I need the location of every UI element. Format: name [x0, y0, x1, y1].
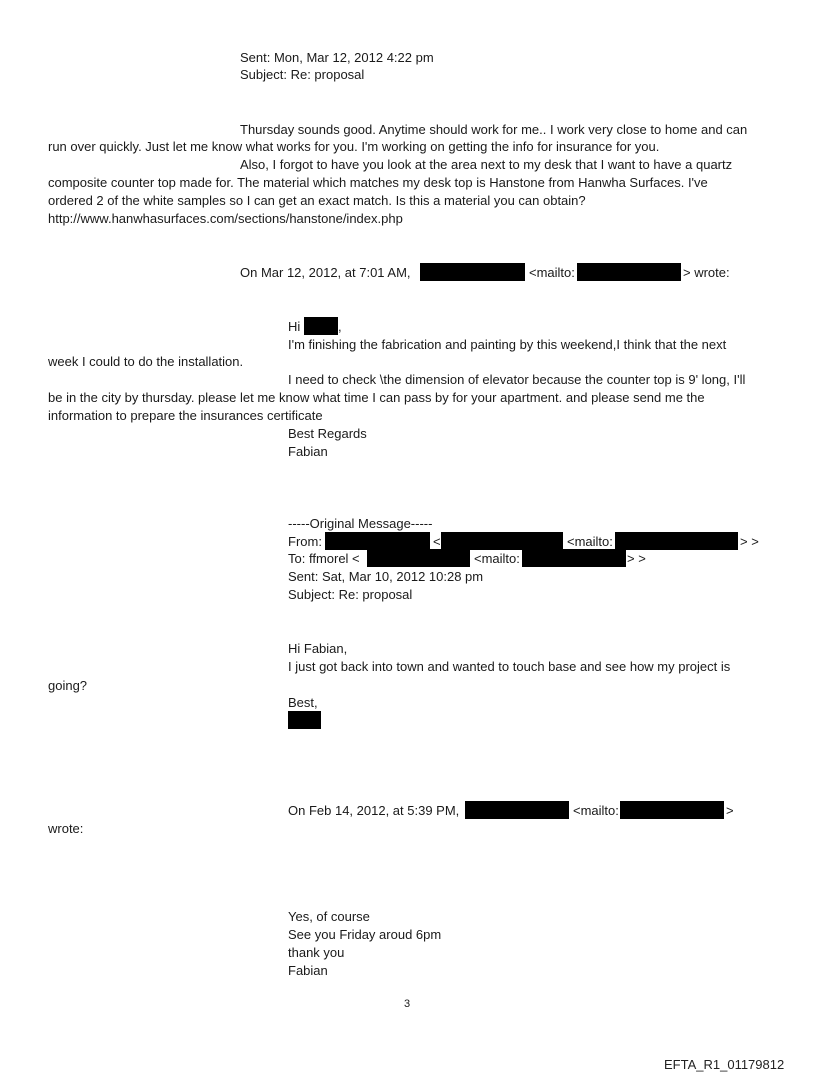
quote1-line-1: I'm finishing the fabrication and painting by this weekend,I think that the next [288, 337, 727, 352]
redaction-box [615, 532, 738, 550]
original-greeting: Hi Fabian, [288, 641, 348, 656]
redaction-box [304, 317, 338, 335]
original-from-gt: > > [740, 534, 759, 549]
quote2-line-3: thank you [288, 945, 345, 960]
quote1-mailto: <mailto: [529, 265, 575, 280]
quote2-line-2: See you Friday aroud 6pm [288, 927, 442, 942]
original-body-line-1: I just got back into town and wanted to touch base and see how my project is [288, 659, 731, 674]
quote1-line-2: week I could to do the installation. [48, 354, 244, 369]
original-to-label: To: ffmorel < [288, 551, 360, 566]
reply-paragraph-2-line-1: Also, I forgot to have you look at the area next to my desk that I want to have a quartz [240, 157, 733, 172]
redaction-box [420, 263, 525, 281]
original-subject: Subject: Re: proposal [288, 587, 413, 602]
quote1-comma: , [338, 319, 342, 334]
page-number: 3 [404, 998, 411, 1010]
hanstone-url: http://www.hanwhasurfaces.com/sections/hanstone/index.php [48, 211, 403, 226]
quote1-signature: Fabian [288, 444, 328, 459]
quote2-line-1: Yes, of course [288, 909, 370, 924]
quote2-on-line: On Feb 14, 2012, at 5:39 PM, [288, 803, 460, 818]
reply-paragraph-2-line-2: composite counter top made for. The material which matches my desk top is Hanstone from Hanwha Surfaces. I've [48, 175, 708, 190]
redaction-box [465, 801, 569, 819]
quote1-line-5: information to prepare the insurances certificate [48, 408, 323, 423]
redaction-box [577, 263, 681, 281]
original-body-line-2: going? [48, 678, 88, 693]
quote2-signature: Fabian [288, 963, 328, 978]
quote2-mailto: <mailto: [573, 803, 619, 818]
sent-line: Sent: Mon, Mar 12, 2012 4:22 pm [240, 50, 434, 65]
reply-paragraph-2-line-3: ordered 2 of the white samples so I can get an exact match. Is this a material you can obtain? [48, 193, 586, 208]
original-to-gt: > > [627, 551, 646, 566]
original-to-mailto: <mailto: [474, 551, 520, 566]
document-id: EFTA_R1_01179812 [664, 1057, 785, 1072]
quote1-on-line: On Mar 12, 2012, at 7:01 AM, [240, 265, 411, 280]
original-from-label: From: [288, 534, 322, 549]
original-sent: Sent: Sat, Mar 10, 2012 10:28 pm [288, 569, 484, 584]
original-message-divider: -----Original Message----- [288, 516, 433, 531]
original-from-mailto: <mailto: [567, 534, 613, 549]
redaction-box [441, 532, 563, 550]
redaction-box [288, 711, 321, 729]
reply-paragraph-1-line-2: run over quickly. Just let me know what works for you. I'm working on getting the info for insurance for you. [48, 139, 660, 154]
original-best: Best, [288, 695, 318, 710]
quote1-line-4: be in the city by thursday. please let me know what time I can pass by for your apartment. and please send me the [48, 390, 705, 405]
original-from-lt: < [433, 534, 441, 549]
quote1-regards: Best Regards [288, 426, 367, 441]
redaction-box [325, 532, 430, 550]
reply-paragraph-1-line-1: Thursday sounds good. Anytime should work for me.. I work very close to home and can [240, 122, 748, 137]
quote1-wrote: > wrote: [683, 265, 730, 280]
quote1-line-3: I need to check \the dimension of elevator because the counter top is 9' long, I'll [288, 372, 746, 387]
quote1-hi: Hi [288, 319, 301, 334]
subject-line: Subject: Re: proposal [240, 67, 365, 82]
quote2-wrote: wrote: [48, 821, 84, 836]
redaction-box [367, 549, 470, 567]
quote2-gt: > [726, 803, 734, 818]
redaction-box [522, 549, 626, 567]
redaction-box [620, 801, 724, 819]
